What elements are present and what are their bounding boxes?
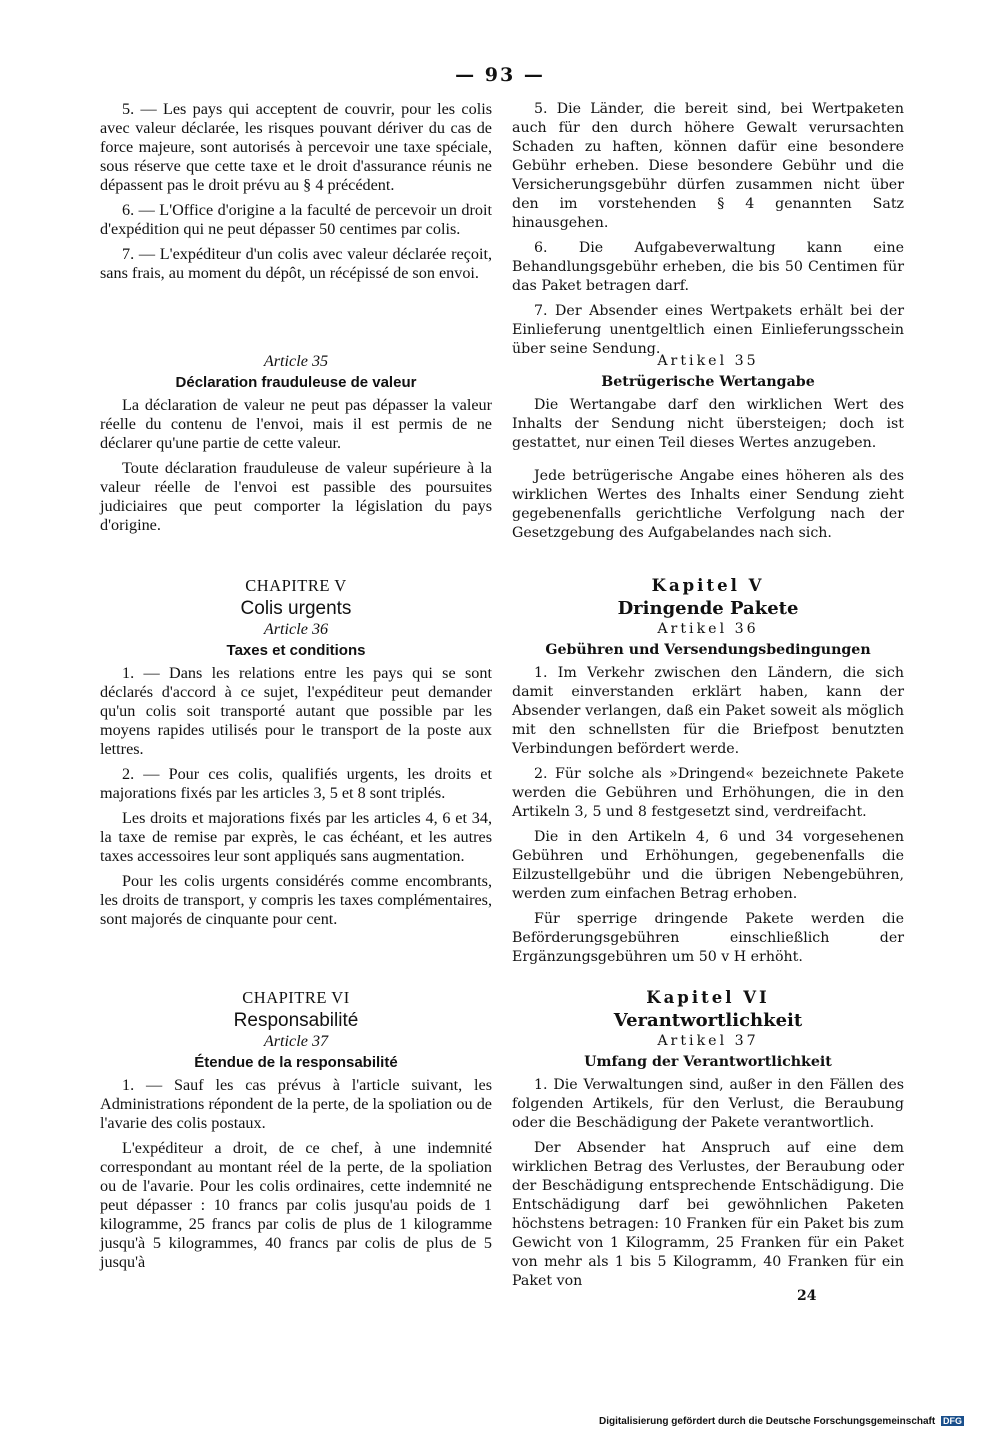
de-article34-continued: [512, 100, 904, 365]
paragraph: Toute déclaration frauduleuse de valeur supérieure à la valeur réelle de l'envoi est passible des poursuites judiciaires que peut comporter la législation du pays d'origine.: [100, 459, 492, 534]
article-title: Umfang der Verantwortlichkeit: [584, 1054, 832, 1070]
paragraph: 7. — L'expéditeur d'un colis avec valeur déclarée reçoit, sans frais, au moment du dépôt, un récépissé de son envoi.: [100, 245, 492, 282]
paragraph: Für sperrige dringende Pakete werden die Beförderungsgebühren einschließlich der Ergänzungsgebühren um 50 v H erhöht.: [512, 911, 904, 965]
de-chapter5: [512, 576, 904, 973]
fr-article35: [100, 352, 492, 541]
chapter-title: Verantwortlichkeit: [613, 1010, 803, 1031]
paragraph: La déclaration de valeur ne peut pas dépasser la valeur réelle du contenu de l'envoi, mais il est permis de ne déclarer qu'une partie de cette valeur.: [100, 396, 492, 452]
paragraph: 6. Die Aufgabeverwaltung kann eine Behandlungsgebühr erheben, die bis 50 Centimen für das Paket betragen darf.: [512, 240, 904, 294]
chapter-heading: Kapitel VI: [646, 988, 770, 1007]
paragraph: 1. Im Verkehr zwischen den Ländern, die sich damit einverstanden erklärt haben, kann der Absender verlangen, daß ein Paket soweit als möglich mit den schnellsten für die Briefpost benutzten Verbindungen befördert werde.: [512, 665, 904, 757]
chapter-heading: Kapitel V: [651, 576, 765, 595]
article-title: Betrügerische Wertangabe: [601, 374, 815, 390]
page-number: — 93 —: [455, 64, 545, 86]
paragraph: Die Wertangabe darf den wirklichen Wert des Inhalts der Sendung nicht übersteigen; doch ist gestattet, nur einen Teil dieses Wertes anzugeben.: [512, 397, 904, 451]
article-title: Déclaration frauduleuse de valeur: [175, 374, 417, 391]
paragraph: Jede betrügerische Angabe eines höheren als des wirklichen Wertes des Inhalts einer Sendung zieht gegebenenfalls gerichtliche Verfolgung nach der Gesetzgebung des Aufgabelandes nach sich.: [512, 468, 904, 541]
dfg-logo: DFG: [943, 1416, 962, 1427]
fr-chapter5: [100, 576, 492, 935]
chapter-heading: CHAPITRE V: [245, 576, 347, 595]
paragraph: 1. — Sauf les cas prévus à l'article suivant, les Administrations répondent de la perte, de la spoliation ou de l'avarie des colis postaux.: [100, 1076, 492, 1132]
paragraph: Pour les colis urgents considérés comme encombrants, les droits de transport, y compris les taxes complémentaires, sont majorés de cinquante pour cent.: [100, 872, 492, 928]
paragraph: 2. — Pour ces colis, qualifiés urgents, les droits et majorations fixés par les articles 3, 5 et 8 sont triplés.: [100, 765, 492, 802]
article-title: Étendue de la responsabilité: [194, 1054, 398, 1071]
de-article35: [512, 352, 904, 549]
article-title: Gebühren und Versendungsbedingungen: [545, 642, 871, 658]
paragraph: L'expéditeur a droit, de ce chef, à une indemnité correspondant au montant réel de la perte, de la spoliation ou de l'avarie. Pour les colis ordinaires, cette indemnité ne peut dépasser : 10 francs par colis jusqu'au poids de 1 kilogramme, 25 francs par colis de plus de 1 kilogramme jusqu'à 5 kilogrammes, 40 francs par colis de plus de 5 jusqu'à: [100, 1139, 492, 1271]
paragraph: 1. Die Verwaltungen sind, außer in den Fällen des folgenden Artikels, für den Verlust, die Beraubung oder die Beschädigung der Pakete verantwortlich.: [512, 1077, 904, 1131]
paragraph: 5. Die Länder, die bereit sind, bei Wertpaketen auch für den durch höhere Gewalt verursachten Schaden zu haften, können dafür eine besondere Gebühr erheben. Diese besondere Gebühr und die Versicherungsgebühr dürfen zusammen nicht über den im vorstehenden § 4 genannten Satz hinausgehen.: [512, 101, 904, 231]
paragraph: 7. Der Absender eines Wertpakets erhält bei der Einlieferung unentgeltlich einen Einlieferungsschein über seine Sendung.: [512, 303, 904, 357]
credit-text: Digitalisierung gefördert durch die Deutsche Forschungsgemeinschaft: [599, 1416, 936, 1427]
chapter-heading: CHAPITRE VI: [242, 988, 350, 1007]
fr-article34-continued: [100, 100, 492, 289]
de-chapter6: [512, 988, 904, 1297]
article-heading: Artikel 35: [657, 353, 759, 369]
paragraph: Die in den Artikeln 4, 6 und 34 vorgesehenen Gebühren und Erhöhungen, gegebenenfalls die Eilzustellgebühr und die übrigen Nebengebühren, werden zum einfachen Betrag erhoben.: [512, 829, 904, 902]
article-heading: Article 36: [263, 620, 329, 638]
chapter-title: Responsabilité: [233, 1010, 359, 1031]
article-heading: Article 37: [263, 1032, 329, 1050]
fr-chapter6: [100, 988, 492, 1278]
sheet-number: 24: [797, 1288, 817, 1304]
paragraph: Les droits et majorations fixés par les articles 4, 6 et 34, la taxe de remise par exprès, le cas échéant, et les autres taxes accessoires leur sont appliqués sans augmentation.: [100, 809, 492, 865]
paragraph: 1. — Dans les relations entre les pays qui se sont déclarés d'accord à ce sujet, l'expéditeur peut demander qu'un colis soit transporté autant que possible par les moyens rapides utilisés pour le transport de la poste aux lettres.: [100, 664, 492, 758]
chapter-title: Dringende Pakete: [617, 598, 799, 619]
digitization-credit: [599, 1416, 964, 1427]
paragraph: 6. — L'Office d'origine a la faculté de percevoir un droit d'expédition qui ne peut dépasser 50 centimes par colis.: [100, 201, 492, 238]
paragraph: Der Absender hat Anspruch auf eine dem wirklichen Betrag des Verlustes, der Beraubung oder der Beschädigung entsprechende Entschädigung. Die Entschädigung darf bei gewöhnlichen Paketen höchstens betragen: 10 Franken für ein Paket bis zum Gewicht von 1 Kilogramm, 25 Franken für ein Paket von mehr als 1 bis 5 Kilogramm, 40 Franken für ein Paket von: [512, 1140, 904, 1289]
chapter-title: Colis urgents: [240, 598, 352, 619]
paragraph: 5. — Les pays qui acceptent de couvrir, pour les colis avec valeur déclarée, les risques pouvant dériver du cas de force majeure, sont autorisés à percevoir une taxe spéciale, sous réserve que cette taxe et le droit d'assurance réunis ne dépassent pas le droit prévu au § 4 précédent.: [100, 100, 492, 194]
paragraph: 2. Für solche als »Dringend« bezeichnete Pakete werden die Gebühren und Erhöhungen, die in den Artikeln 3, 5 und 8 festgesetzt sind, verdreifacht.: [512, 766, 904, 820]
article-heading: Artikel 37: [657, 1033, 759, 1049]
article-heading: Artikel 36: [657, 621, 759, 637]
article-title: Taxes et conditions: [226, 642, 366, 659]
article-heading: Article 35: [263, 352, 329, 370]
